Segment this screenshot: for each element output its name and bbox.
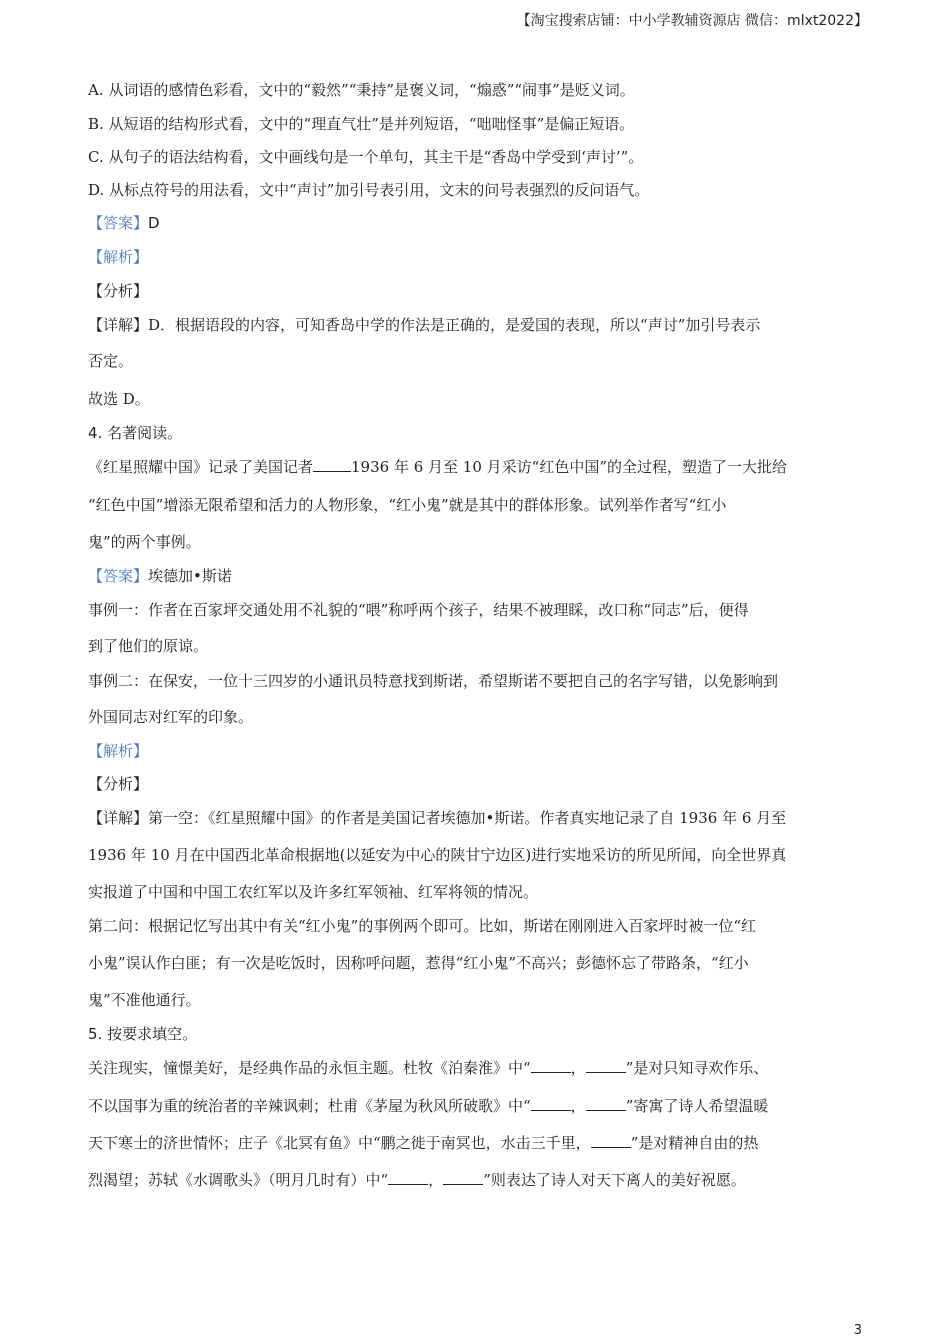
q4-heading	[88, 423, 182, 443]
q5-text: ”是对精神自由的热	[630, 1134, 759, 1152]
page-number: 3	[853, 1323, 862, 1338]
answer-label: 【答案】	[88, 214, 149, 232]
q3-fenxi-label: 【分析】	[88, 282, 149, 300]
fill-blank	[388, 1170, 428, 1185]
q4-detail-1	[88, 808, 786, 828]
q5-line-1	[88, 1058, 768, 1078]
q3-answer	[88, 213, 160, 233]
q5-text: ”则表达了诗人对天下离人的美好祝愿。	[483, 1171, 746, 1189]
q5-text: ，	[570, 1097, 586, 1115]
q5-heading	[88, 1024, 197, 1044]
q3-detail	[88, 315, 760, 335]
q4-detail-6: 鬼”不准他通行。	[88, 991, 201, 1009]
detail-text: 第一空：《红星照耀中国》的作者是美国记者埃德加•斯诺。作者真实地记录了自 1936 年 6 月至	[148, 809, 787, 827]
q4-detail-2: 1936 年 10 月在中国西北革命根据地(以延安为中心的陕甘宁边区)进行实地采访的所见所闻，向全世界真	[88, 846, 787, 864]
q4-jiexi-label: 【解析】	[88, 742, 149, 760]
fill-blank	[591, 1133, 631, 1148]
q4-answer	[88, 566, 232, 586]
detail-text: D．根据语段的内容，可知香岛中学的作法是正确的，是爱国的表现，所以“声讨”加引号表示	[148, 316, 761, 334]
fill-blank	[586, 1096, 626, 1111]
q5-text: 烈渴望；苏轼《水调歌头》（明月几时有）中“	[88, 1171, 389, 1189]
option-b: B. 从短语的结构形式看，文中的“理直气壮”是并列短语，“咄咄怪事”是偏正短语。	[88, 115, 635, 133]
option-d: D. 从标点符号的用法看，文中“声讨”加引号表引用，文末的问号表强烈的反问语气。	[88, 181, 650, 199]
q4-text-1b: 1936 年 6 月至 10 月采访“红色中国”的全过程，塑造了一大批给	[351, 458, 787, 476]
q3-conclusion: 故选 D。	[88, 390, 150, 408]
detail-label: 【详解】	[88, 316, 149, 334]
q5-text: 关注现实，憧憬美好，是经典作品的永恒主题。杜牧《泊秦淮》中“	[88, 1059, 531, 1077]
q4-blank	[313, 457, 351, 472]
q4-detail-4: 第二问：根据记忆写出其中有关“红小鬼”的事例两个即可。比如，斯诺在刚刚进入百家坪时被一位“红	[88, 917, 757, 935]
q5-text: 不以国事为重的统治者的辛辣讽刺；杜甫《茅屋为秋风所破歌》中“	[88, 1097, 531, 1115]
fill-blank	[443, 1170, 483, 1185]
answer-label: 【答案】	[88, 567, 149, 585]
answer-value: D	[148, 214, 160, 232]
option-c: C. 从句子的语法结构看，文中画线句是一个单句，其主干是“香岛中学受到‘声讨’”。	[88, 148, 644, 166]
q4-example2-a: 事例二：在保安，一位十三四岁的小通讯员特意找到斯诺，希望斯诺不要把自己的名字写错，以免影响到	[88, 672, 779, 690]
q4-detail-5: 小鬼”误认作白匪；有一次是吃饭时，因称呼问题，惹得“红小鬼”不高兴；彭德怀忘了带路条，“红小	[88, 954, 749, 972]
page-header: 【淘宝搜索店铺：中小学教辅资源店 微信：mlxt2022】	[516, 13, 868, 29]
q5-text: 天下寒士的济世情怀；庄子《北冥有鱼》中“鹏之徙于南冥也，水击三千里，	[88, 1134, 591, 1152]
answer-value: 埃德加•斯诺	[148, 567, 232, 585]
q4-detail-3: 实报道了中国和中国工农红军以及许多红军领袖、红军将领的情况。	[88, 883, 539, 901]
q4-text-1a: 《红星照耀中国》记录了美国记者	[88, 458, 314, 476]
q5-line-2	[88, 1096, 768, 1116]
q4-number: 4.	[88, 424, 103, 442]
q5-title: 按要求填空。	[107, 1025, 198, 1043]
fill-blank	[531, 1096, 571, 1111]
q4-text-3: 鬼”的两个事例。	[88, 533, 201, 551]
q4-text-1	[88, 457, 787, 477]
q4-title: 名著阅读。	[107, 424, 183, 442]
q5-text: ，	[570, 1059, 586, 1077]
q4-text-2: “红色中国”增添无限希望和活力的人物形象，“红小鬼”就是其中的群体形象。试列举作者写“红小	[88, 496, 727, 514]
q5-number: 5.	[88, 1025, 103, 1043]
q5-text: ”寄寓了诗人希望温暖	[625, 1097, 769, 1115]
option-a: A. 从词语的感情色彩看，文中的“毅然”“秉持”是褒义词，“煽惑”“闹事”是贬义词。	[88, 81, 635, 99]
fill-blank	[531, 1058, 571, 1073]
q5-line-4	[88, 1170, 746, 1190]
q4-example2-b: 外国同志对红军的印象。	[88, 708, 254, 726]
q4-fenxi-label: 【分析】	[88, 775, 149, 793]
q4-example1-b: 到了他们的原谅。	[88, 637, 209, 655]
q5-line-3	[88, 1133, 758, 1153]
q3-detail-cont: 否定。	[88, 352, 134, 370]
detail-label: 【详解】	[88, 809, 149, 827]
q5-text: ，	[428, 1171, 444, 1189]
q5-text: ”是对只知寻欢作乐、	[625, 1059, 769, 1077]
q4-example1-a: 事例一：作者在百家坪交通处用不礼貌的“喂”称呼两个孩子，结果不被理睬，改口称“同志”后，便得	[88, 601, 749, 619]
fill-blank	[586, 1058, 626, 1073]
q3-jiexi-label: 【解析】	[88, 248, 149, 266]
